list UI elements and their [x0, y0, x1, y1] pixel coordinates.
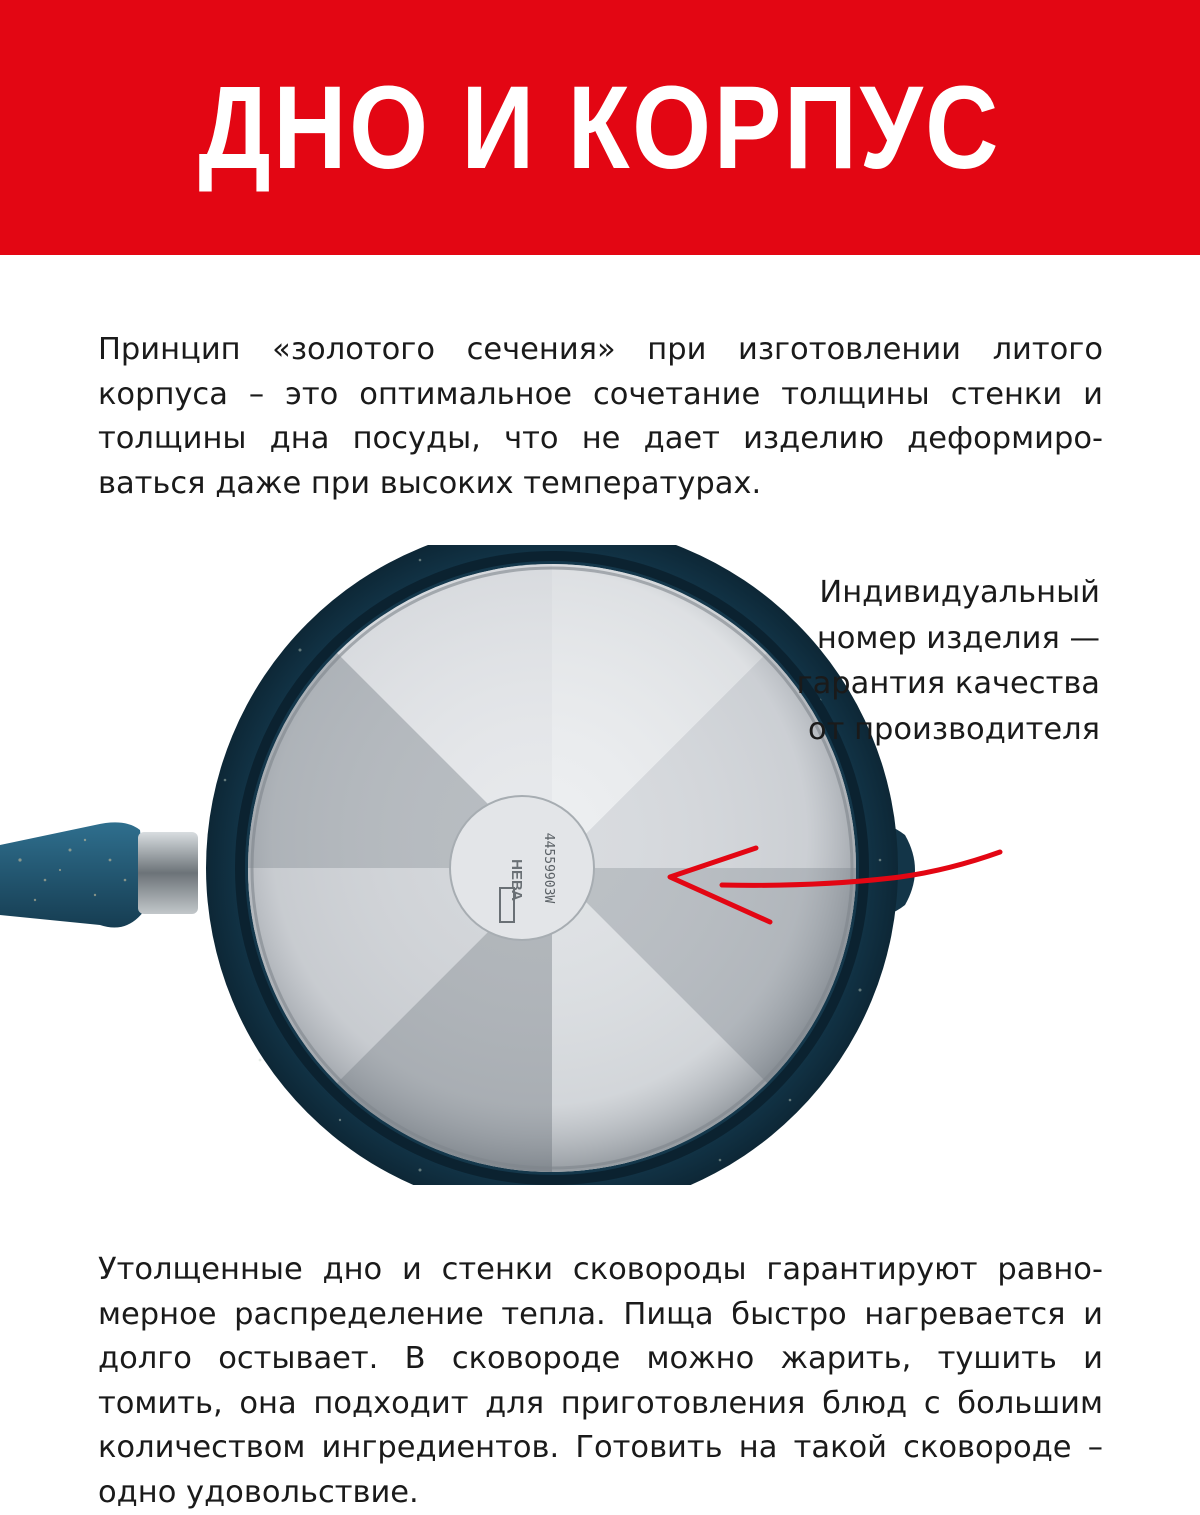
serial-number: 44559903W	[541, 832, 556, 904]
bottom-paragraph: Утолщенные дно и стенки сковороды гарантируют равномерное распределение тепла. Пища быстро нагревается и долго остывает. В сковороде можно жарить, тушить и томить, она подходит для приготовления блюд с большим количеством ингредиентов. Готовить на такой сковороде – одно удовольствие.	[98, 1252, 1103, 1510]
handle-collar	[138, 832, 198, 914]
page-title: ДНО И КОРПУС	[198, 61, 1002, 194]
intro-paragraph: Принцип «золотого сечения» при изготовлении литого корпуса – это оптимальное сочетание толщины стенки и толщины дна посуды, что не дает изделию деформироваться даже при высоких температурах.	[98, 332, 1103, 501]
brand-mark: НЕВА	[508, 859, 525, 901]
serial-number-callout: Индивидуальный номер изделия — гарантия качества от производителя	[796, 575, 1100, 747]
pan-handle	[0, 822, 198, 927]
header-banner	[0, 0, 1200, 255]
